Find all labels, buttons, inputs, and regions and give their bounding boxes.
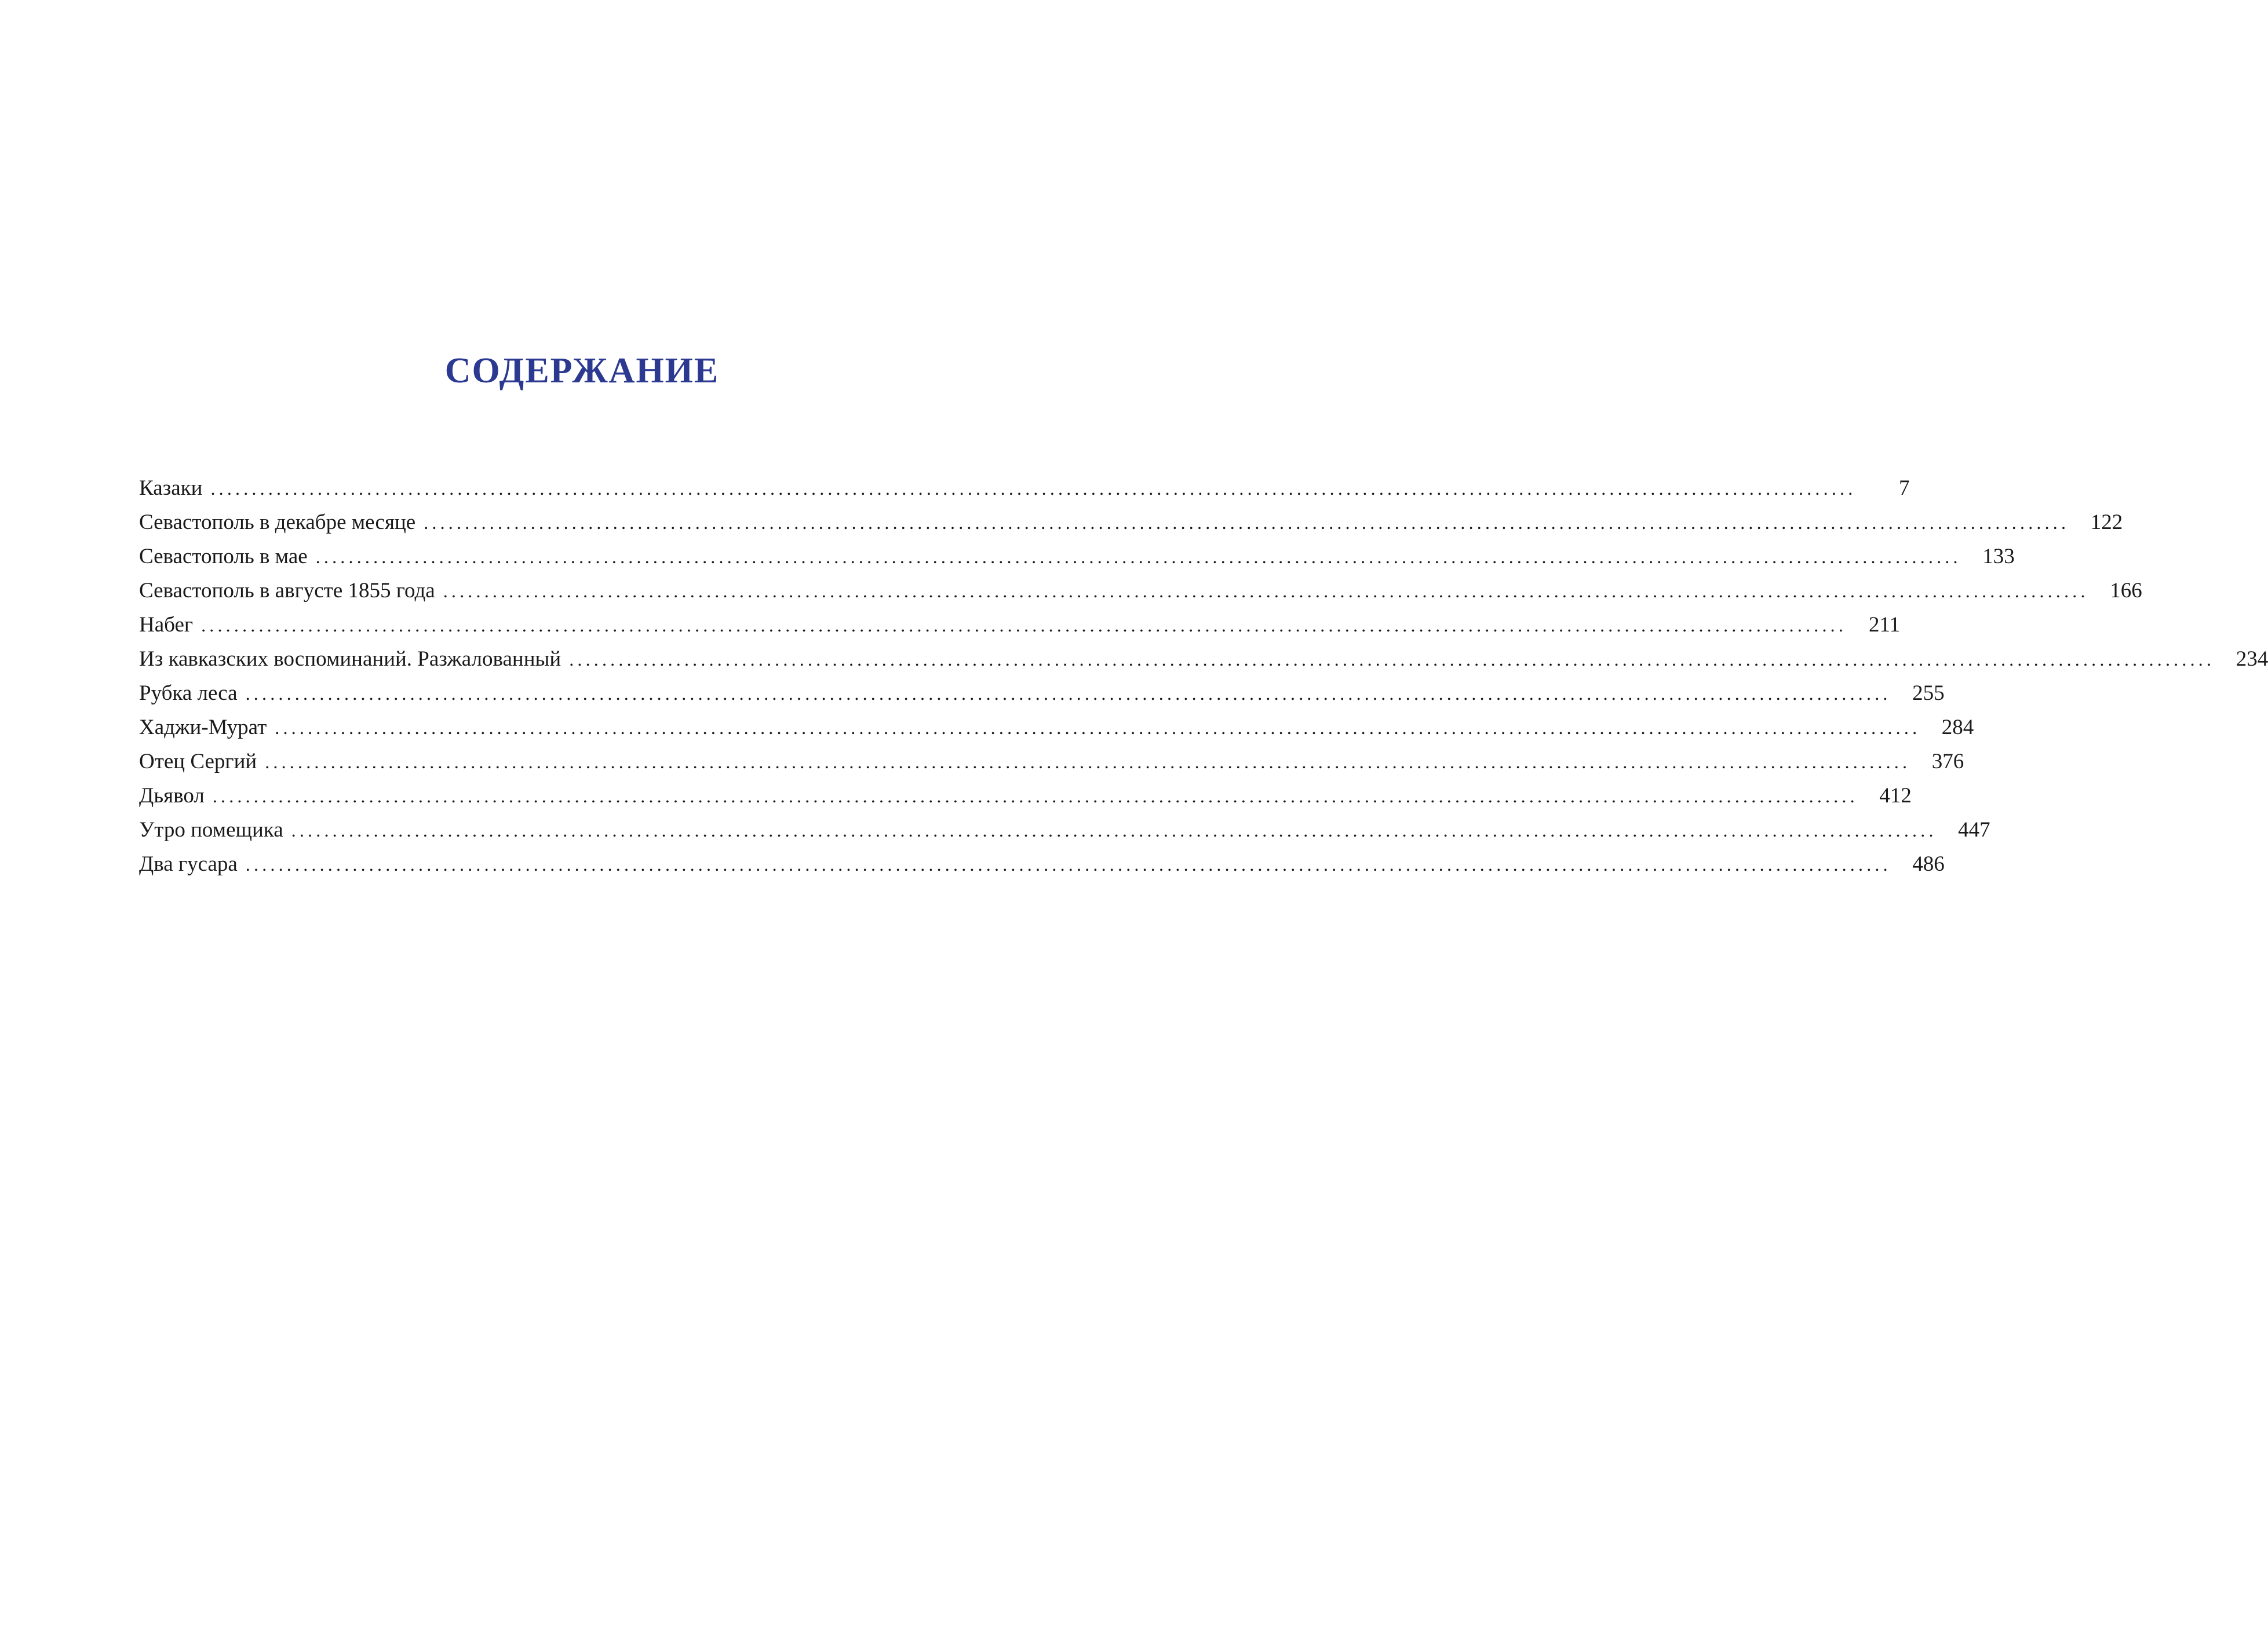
toc-entry [139,642,2268,676]
toc-entry [139,539,2015,574]
toc-entry [139,574,2142,608]
toc-entry-title: Дьявол [139,784,205,808]
toc-entry [139,710,1974,744]
toc-page-number: 486 [1912,852,1945,876]
toc-entry-title: Казаки [139,476,203,500]
toc-page-number: 284 [1941,715,1974,739]
dot-leader: ........................................................................................................................................................................................................ [201,615,1847,636]
toc-page-number: 234 [2236,647,2268,671]
toc-entry [139,847,1945,881]
toc-entry-title: Севастополь в августе 1855 года [139,579,435,603]
toc-page-number: 376 [1931,750,1964,773]
toc-page-number: 122 [2090,510,2123,534]
toc-entry [139,779,1912,813]
toc-entry [139,608,1901,642]
toc-entry [139,676,1945,710]
toc-page-number: 447 [1958,818,1990,842]
toc-page-number: 133 [1982,545,2015,568]
page-title: СОДЕРЖАНИЕ [444,351,720,390]
toc-page-number: 166 [2110,579,2142,603]
toc-entry-title: Из кавказских воспоминаний. Разжалованный [139,647,561,671]
toc-page-number: 7 [1898,476,1910,500]
dot-leader: ........................................................................................................................................................................................................ [212,786,1858,806]
toc-page-number: 255 [1912,681,1945,705]
dot-leader: ........................................................................................................................................................................................................ [315,546,1961,567]
toc-entry [139,471,1910,505]
toc-entry-title: Рубка леса [139,681,238,705]
toc-entry-title: Отец Сергий [139,750,257,773]
dot-leader: ........................................................................................................................................................................................................ [443,580,2089,601]
toc-entry [139,813,1990,847]
toc-entry [139,744,1964,779]
toc-entry-title: Севастополь в мае [139,545,308,568]
table-of-contents [139,471,2268,881]
toc-page-number: 211 [1868,613,1901,637]
dot-leader: ........................................................................................................................................................................................................ [210,478,1857,499]
dot-leader: ........................................................................................................................................................................................................ [245,854,1891,875]
dot-leader: ........................................................................................................................................................................................................ [275,717,1921,738]
toc-entry-title: Хаджи-Мурат [139,715,267,739]
toc-entry-title: Набег [139,613,194,637]
toc-entry-title: Севастополь в декабре месяце [139,510,416,534]
toc-page-number: 412 [1879,784,1912,808]
dot-leader: ........................................................................................................................................................................................................ [569,649,2215,670]
toc-entry-title: Утро помещика [139,818,283,842]
dot-leader: ........................................................................................................................................................................................................ [291,820,1937,841]
toc-entry [139,505,2123,539]
dot-leader: ........................................................................................................................................................................................................ [245,683,1891,704]
dot-leader: ........................................................................................................................................................................................................ [424,512,2070,533]
dot-leader: ........................................................................................................................................................................................................ [265,751,1911,772]
toc-entry-title: Два гусара [139,852,238,876]
